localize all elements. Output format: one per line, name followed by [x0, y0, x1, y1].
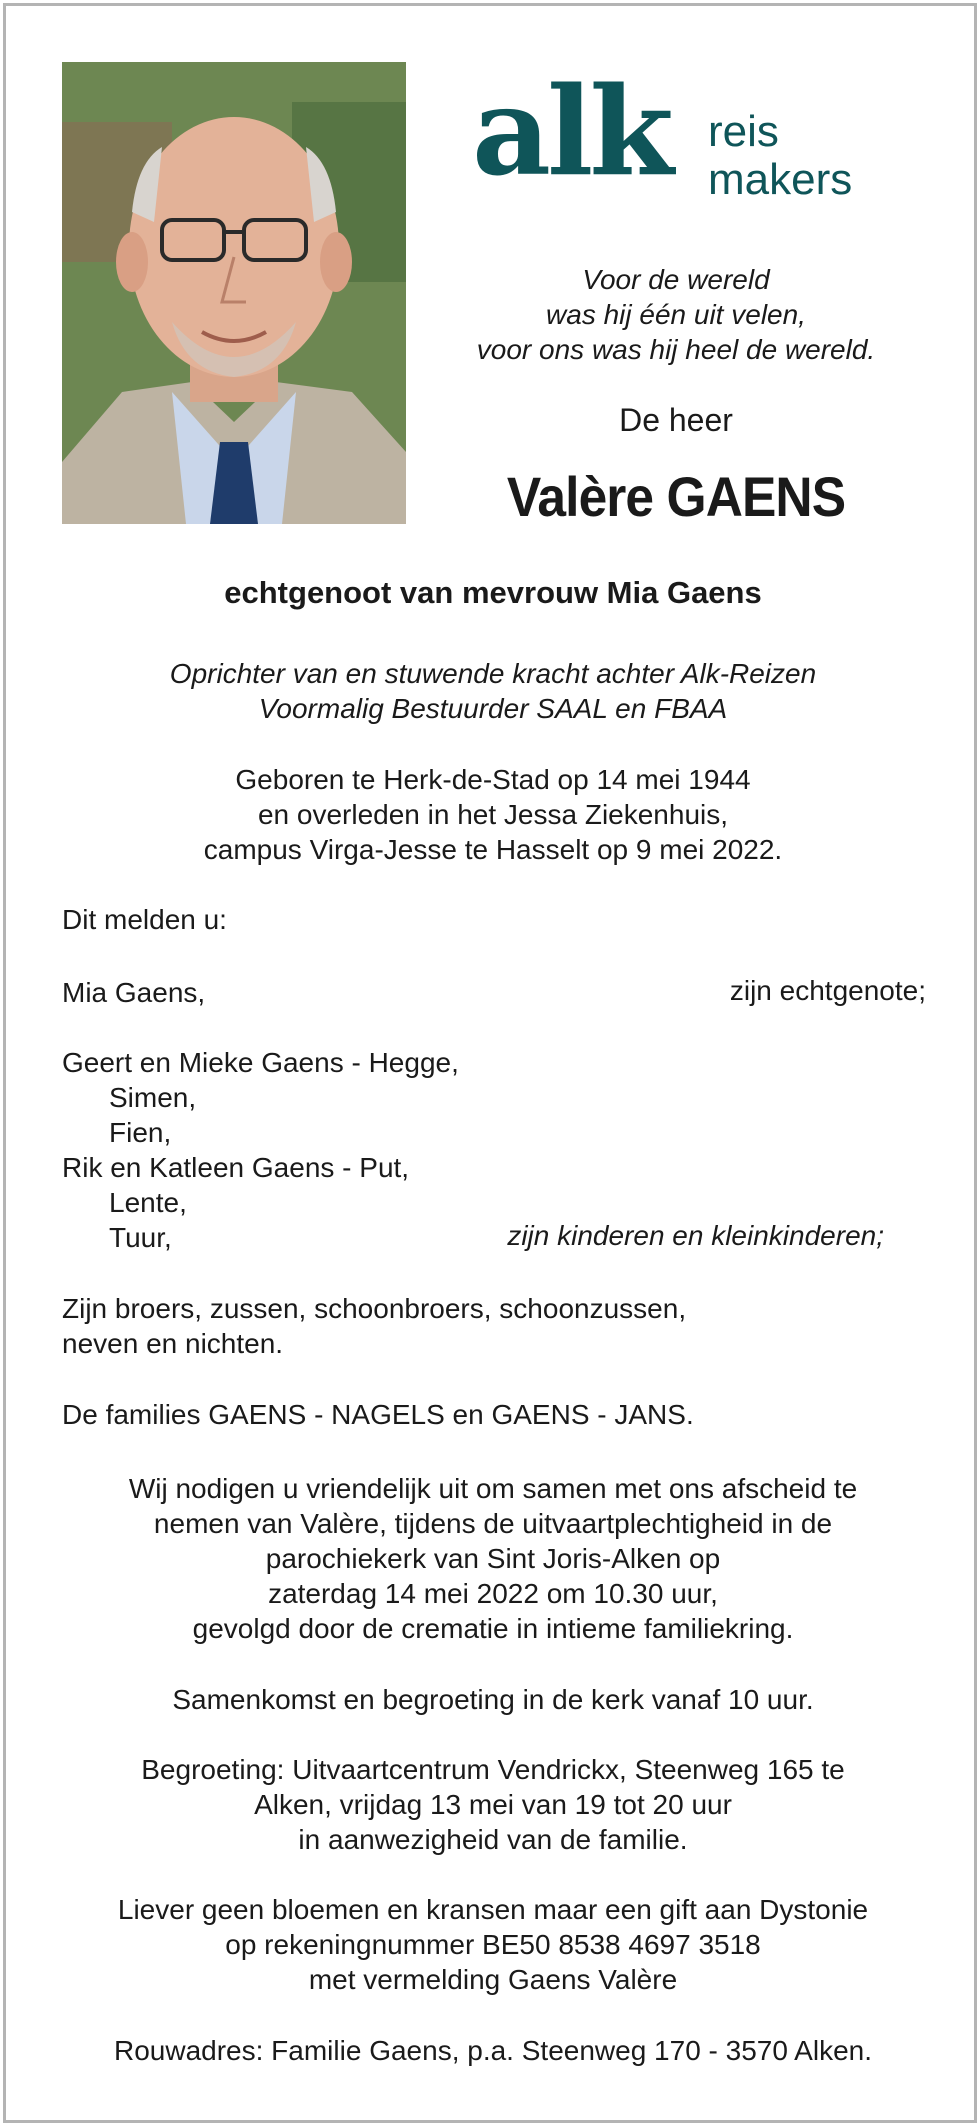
deceased-name: Valère GAENS — [506, 465, 846, 528]
logo-line-1: reis — [708, 107, 779, 156]
birth-death-info — [6, 762, 980, 867]
donation-line: met vermelding Gaens Valère — [308, 1964, 678, 1995]
family-line: Geert en Mieke Gaens - Hegge, — [62, 1047, 459, 1078]
mourning-address: Rouwadres: Familie Gaens, p.a. Steenweg 170 - 3570 Alken. — [114, 2035, 872, 2066]
birth-line: Geboren te Herk-de-Stad op 14 mei 1944 — [235, 764, 751, 795]
greeting-line: Alken, vrijdag 13 mei van 19 tot 20 uur — [254, 1789, 732, 1820]
invitation-line: nemen van Valère, tijdens de uitvaartplechtigheid in de — [153, 1508, 833, 1539]
invitation-line: zaterdag 14 mei 2022 om 10.30 uur, — [268, 1578, 718, 1609]
siblings-line: Zijn broers, zussen, schoonbroers, schoonzussen, — [62, 1293, 687, 1324]
memorial-quote — [436, 262, 916, 367]
greeting-line: in aanwezigheid van de familie. — [298, 1824, 688, 1855]
donation-info — [6, 1892, 980, 1997]
roles — [6, 656, 980, 726]
siblings-line: neven en nichten. — [62, 1328, 284, 1359]
birth-line: en overleden in het Jessa Ziekenhuis, — [257, 799, 729, 830]
invitation-line: parochiekerk van Sint Joris-Alken op — [265, 1543, 721, 1574]
family-line: Tuur, — [109, 1222, 172, 1253]
quote-line: voor ons was hij heel de wereld. — [476, 334, 876, 365]
donation-line: op rekeningnummer BE50 8538 4697 3518 — [225, 1929, 761, 1960]
role-line: Voormalig Bestuurder SAAL en FBAA — [258, 693, 728, 724]
gathering: Samenkomst en begroeting in de kerk vanaf 10 uur. — [172, 1684, 814, 1715]
announce: Dit melden u: — [62, 904, 227, 935]
spouse-relation: zijn echtgenote; — [729, 975, 926, 1006]
quote-line: Voor de wereld — [582, 264, 770, 295]
family-line: Simen, — [109, 1082, 197, 1113]
role-line: Oprichter van en stuwende kracht achter Alk-Reizen — [169, 658, 817, 689]
portrait-illustration — [62, 62, 406, 524]
children-relation: zijn kinderen en kleinkinderen; — [507, 1220, 884, 1251]
greeting-line: Begroeting: Uitvaartcentrum Vendrickx, Steenweg 165 te — [141, 1754, 845, 1785]
portrait-photo — [62, 62, 406, 524]
quote-line: was hij één uit velen, — [546, 299, 806, 330]
donation-line: Liever geen bloemen en kransen maar een gift aan Dystonie — [117, 1894, 869, 1925]
spouse-line: echtgenoot van mevrouw Mia Gaens — [224, 575, 762, 610]
greeting-info — [6, 1752, 980, 1857]
family-line: Rik en Katleen Gaens - Put, — [62, 1152, 410, 1183]
logo-line-2: makers — [708, 155, 853, 204]
obituary-card — [3, 3, 977, 2123]
family-line: Fien, — [109, 1117, 172, 1148]
invitation — [6, 1471, 980, 1646]
birth-line: campus Virga-Jesse te Hasselt op 9 mei 2022. — [203, 834, 783, 865]
salutation: De heer — [619, 402, 733, 438]
logo-mark: alk — [472, 59, 670, 203]
siblings — [62, 1291, 686, 1361]
invitation-line: Wij nodigen u vriendelijk uit om samen met ons afscheid te — [128, 1473, 858, 1504]
spouse-name: Mia Gaens, — [62, 977, 206, 1008]
invitation-line: gevolgd door de crematie in intieme familiekring. — [192, 1613, 794, 1644]
family-line: Lente, — [109, 1187, 187, 1218]
alk-reismakers-logo — [472, 59, 892, 220]
families: De families GAENS - NAGELS en GAENS - JANS. — [62, 1399, 694, 1430]
